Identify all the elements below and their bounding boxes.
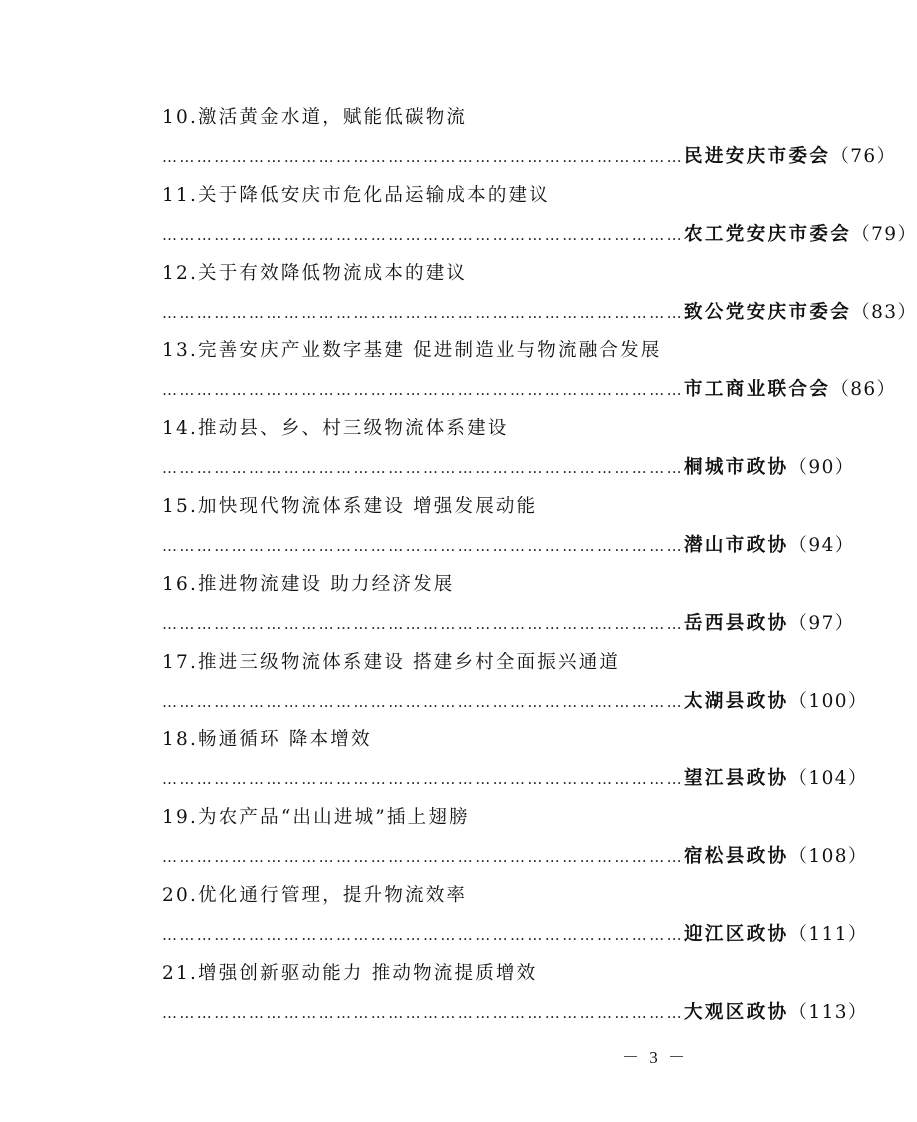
entry-organization: 大观区政协 <box>684 1001 789 1023</box>
entry-leader-line <box>162 682 868 721</box>
entry-title: 15.加快现代物流体系建设 增强发展动能 <box>162 495 538 517</box>
toc-entry-14 <box>162 409 855 487</box>
entry-page-ref: （76） <box>830 146 897 167</box>
entry-leader-line <box>162 526 855 565</box>
entry-page-ref: （94） <box>788 534 855 556</box>
leader-dots: ……………………………………………………………………………… <box>162 925 684 944</box>
entry-leader-line <box>162 759 868 798</box>
entry-title: 14.推动县、乡、村三级物流体系建设 <box>162 418 509 440</box>
leader-dots: ……………………………………………………………………………… <box>162 1003 684 1022</box>
entry-title: 19.为农产品“出山进城”插上翅膀 <box>162 807 470 829</box>
entry-leader-line <box>162 215 917 254</box>
entry-page-ref: （90） <box>788 457 855 479</box>
leader-dots: ……………………………………………………………………………… <box>162 770 684 789</box>
entry-title: 10.激活黄金水道，赋能低碳物流 <box>162 107 468 128</box>
entry-leader-line <box>162 448 855 487</box>
leader-dots: ……………………………………………………………………………… <box>162 148 684 166</box>
entry-organization: 市工商业联合会 <box>684 379 831 401</box>
entry-title: 16.推进物流建设 助力经济发展 <box>162 573 455 595</box>
entry-title: 11.关于降低安庆市危化品运输成本的建议 <box>162 184 550 206</box>
entry-title: 17.推进三级物流体系建设 搭建乡村全面振兴通道 <box>162 651 621 673</box>
toc-entry-17 <box>162 643 868 721</box>
entry-title: 13.完善安庆产业数字基建 促进制造业与物流融合发展 <box>162 340 662 362</box>
leader-dots: ……………………………………………………………………………… <box>162 225 684 244</box>
entry-organization: 致公党安庆市委会 <box>684 301 852 323</box>
entry-page-ref: （100） <box>788 690 868 712</box>
entry-leader-line <box>162 837 868 876</box>
entry-organization: 潜山市政协 <box>684 534 789 556</box>
toc-entry-10 <box>162 98 897 176</box>
entry-leader-line <box>162 993 868 1032</box>
toc-entry-16 <box>162 565 855 643</box>
entry-page-ref: （86） <box>830 379 897 401</box>
toc-entry-15 <box>162 487 855 565</box>
entry-page-ref: （83） <box>851 301 917 323</box>
leader-dots: ……………………………………………………………………………… <box>162 848 684 867</box>
toc-entry-12 <box>162 254 917 332</box>
entry-page-ref: （111） <box>788 923 868 945</box>
leader-dots: ……………………………………………………………………………… <box>162 614 684 633</box>
entry-organization: 太湖县政协 <box>684 690 789 712</box>
leader-dots: ……………………………………………………………………………… <box>162 692 684 711</box>
toc-entry-20 <box>162 876 868 954</box>
entry-organization: 农工党安庆市委会 <box>684 223 852 245</box>
entry-page-ref: （79） <box>851 223 917 245</box>
leader-dots: ……………………………………………………………………………… <box>162 303 684 322</box>
entry-leader-line <box>162 137 897 176</box>
entry-leader-line <box>162 915 868 954</box>
entry-page-ref: （108） <box>788 846 868 868</box>
toc-entry-13 <box>162 331 897 409</box>
toc-entry-21 <box>162 954 868 1032</box>
toc-entry-11 <box>162 176 917 254</box>
toc-entry-19 <box>162 798 868 876</box>
leader-dots: ……………………………………………………………………………… <box>162 381 684 400</box>
entry-title: 18.畅通循环 降本增效 <box>162 729 372 751</box>
entry-organization: 岳西县政协 <box>684 612 789 634</box>
entry-organization: 迎江区政协 <box>684 923 789 945</box>
entry-leader-line <box>162 293 917 332</box>
toc-entry-18 <box>162 720 868 798</box>
entry-leader-line <box>162 370 897 409</box>
entry-title: 12.关于有效降低物流成本的建议 <box>162 262 468 284</box>
entry-title: 21.增强创新驱动能力 推动物流提质增效 <box>162 962 538 984</box>
leader-dots: ……………………………………………………………………………… <box>162 459 684 478</box>
entry-organization: 民进安庆市委会 <box>684 146 831 167</box>
table-of-contents <box>162 98 917 1032</box>
entry-page-ref: （97） <box>788 612 855 634</box>
entry-organization: 望江县政协 <box>684 768 789 790</box>
entry-organization: 宿松县政协 <box>684 846 789 868</box>
entry-page-ref: （113） <box>788 1001 868 1023</box>
entry-page-ref: （104） <box>788 768 868 790</box>
entry-title: 20.优化通行管理，提升物流效率 <box>162 884 468 906</box>
leader-dots: ……………………………………………………………………………… <box>162 536 684 555</box>
entry-leader-line <box>162 604 855 643</box>
entry-organization: 桐城市政协 <box>684 457 789 479</box>
page-number: － 3 － <box>622 1048 688 1067</box>
